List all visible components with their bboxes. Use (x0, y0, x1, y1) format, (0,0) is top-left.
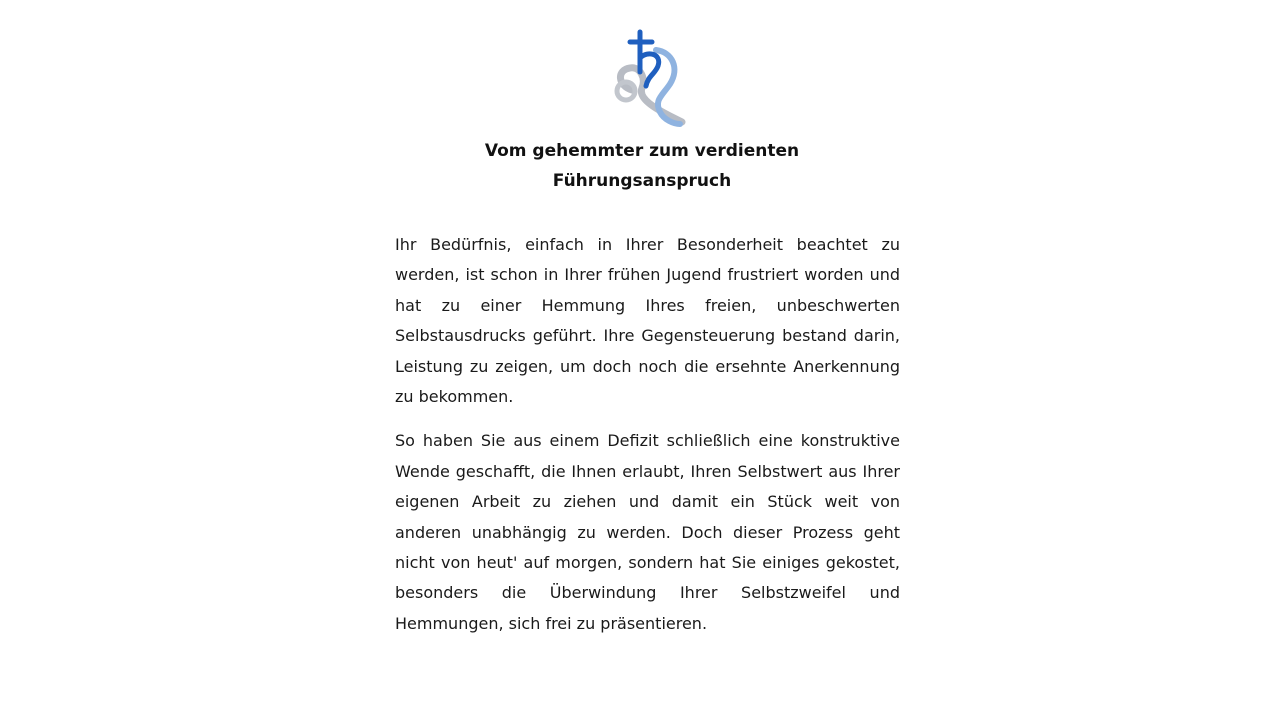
page-title (392, 136, 892, 196)
paragraph-2: So haben Sie aus einem Defizit schließlich eine konstruktive Wende geschafft, die Ihnen erlaubt, Ihren Selbstwert aus Ihrer eigenen Arbeit zu ziehen und damit ein Stück weit von anderen unabhängig zu werden. Doch dieser Prozess geht nicht von heut' auf morgen, sondern hat Sie einiges gekostet, besonders die Überwindung Ihrer Selbstzweifel und Hemmungen, sich frei zu präsentieren. (395, 431, 900, 633)
text-body (395, 230, 900, 653)
saturn-leo-icon (610, 28, 686, 128)
title-line-2: Führungsanspruch (552, 171, 732, 191)
saturn-leo-symbol-graphic (610, 28, 686, 128)
title-line-1: Vom gehemmter zum verdienten (484, 141, 800, 161)
paragraph-1: Ihr Bedürfnis, einfach in Ihrer Besonderheit beachtet zu werden, ist schon in Ihrer frühen Jugend frustriert worden und hat zu einer Hemmung Ihres freien, unbeschwerten Selbstausdrucks geführt. Ihre Gegensteuerung bestand darin, Leistung zu zeigen, um doch noch die ersehnte Anerkennung zu bekommen. (395, 235, 900, 407)
